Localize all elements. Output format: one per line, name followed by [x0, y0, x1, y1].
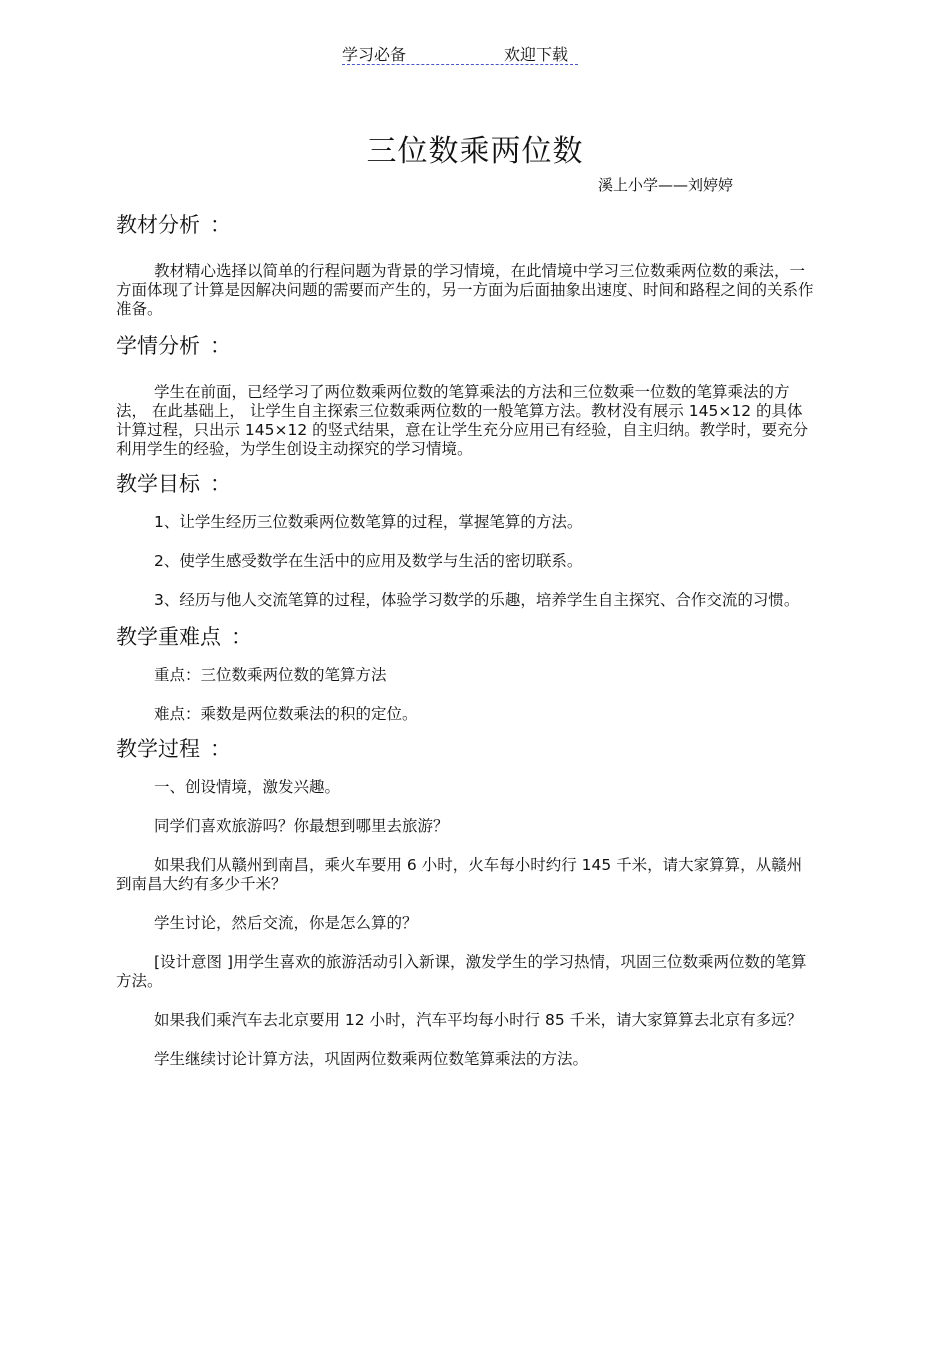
author-line: 溪上小学——刘婷婷	[598, 176, 734, 194]
process-paragraph: 学生讨论，然后交流，你是怎么算的？	[154, 914, 418, 932]
section-heading-textbook-analysis	[116, 210, 816, 240]
header-left-text: 学习必备	[342, 45, 407, 64]
heading-colon: ：	[231, 625, 252, 649]
paragraph: 学生在前面，已经学习了两位数乘两位数的笔算乘法的方法和三位数乘一位数的笔算乘法的方法， 在此基础上， 让学生自主探索三位数乘两位数的一般笔算方法。教材没有展示 145×12 的具体计算过程，只出示 145×12 的竖式结果，意在让学生充分应用已有经验，自主归纳。教学时，要充分利用学生的经验，为学生创设主动探究的学习情境。	[116, 383, 809, 458]
heading-colon: ：	[210, 213, 231, 237]
heading-colon: ：	[210, 737, 231, 761]
process-paragraph: 如果我们乘汽车去北京要用 12 小时，汽车平均每小时行 85 千米，请大家算算去北京有多远？	[154, 1011, 803, 1029]
section-heading-student-analysis	[116, 331, 816, 361]
heading-text: 教学过程	[116, 737, 200, 761]
heading-colon: ：	[210, 472, 231, 496]
difficult-point: 难点：乘数是两位数乘法的积的定位。	[154, 705, 418, 723]
process-paragraph: 学生继续讨论计算方法，巩固两位数乘两位数笔算乘法的方法。	[154, 1050, 589, 1068]
header-right-text: 欢迎下载	[504, 45, 569, 64]
goal-item: 1、让学生经历三位数乘两位数笔算的过程，掌握笔算的方法。	[154, 513, 583, 531]
process-paragraph: 同学们喜欢旅游吗？你最想到哪里去旅游？	[154, 817, 449, 835]
section-heading-teaching-goals	[116, 469, 816, 499]
process-paragraph: 一、创设情境，激发兴趣。	[154, 778, 341, 796]
process-paragraph: 如果我们从赣州到南昌，乘火车要用 6 小时，火车每小时约行 145 千米，请大家算算，从赣州到南昌大约有多少千米？	[116, 856, 803, 893]
page-header	[342, 40, 578, 65]
goal-item: 2、使学生感受数学在生活中的应用及数学与生活的密切联系。	[154, 552, 583, 570]
heading-text: 学情分析	[116, 334, 200, 358]
section-heading-key-points	[116, 622, 816, 652]
paragraph: 教材精心选择以简单的行程问题为背景的学习情境，在此情境中学习三位数乘两位数的乘法，一方面体现了计算是因解决问题的需要而产生的，另一方面为后面抽象出速度、时间和路程之间的关系作准备。	[116, 262, 814, 318]
heading-text: 教学重难点	[116, 625, 221, 649]
heading-text: 教学目标	[116, 472, 200, 496]
document-body	[116, 210, 816, 1069]
heading-text: 教材分析	[116, 213, 200, 237]
key-point: 重点：三位数乘两位数的笔算方法	[154, 666, 387, 684]
design-intent-paragraph: [设计意图 ]用学生喜欢的旅游活动引入新课，激发学生的学习热情，巩固三位数乘两位数的笔算方法。	[116, 953, 807, 990]
goal-item: 3、经历与他人交流笔算的过程，体验学习数学的乐趣，培养学生自主探究、合作交流的习惯。	[154, 591, 800, 609]
heading-colon: ：	[210, 334, 231, 358]
document-title: 三位数乘两位数	[366, 134, 584, 169]
section-heading-teaching-process	[116, 734, 816, 764]
